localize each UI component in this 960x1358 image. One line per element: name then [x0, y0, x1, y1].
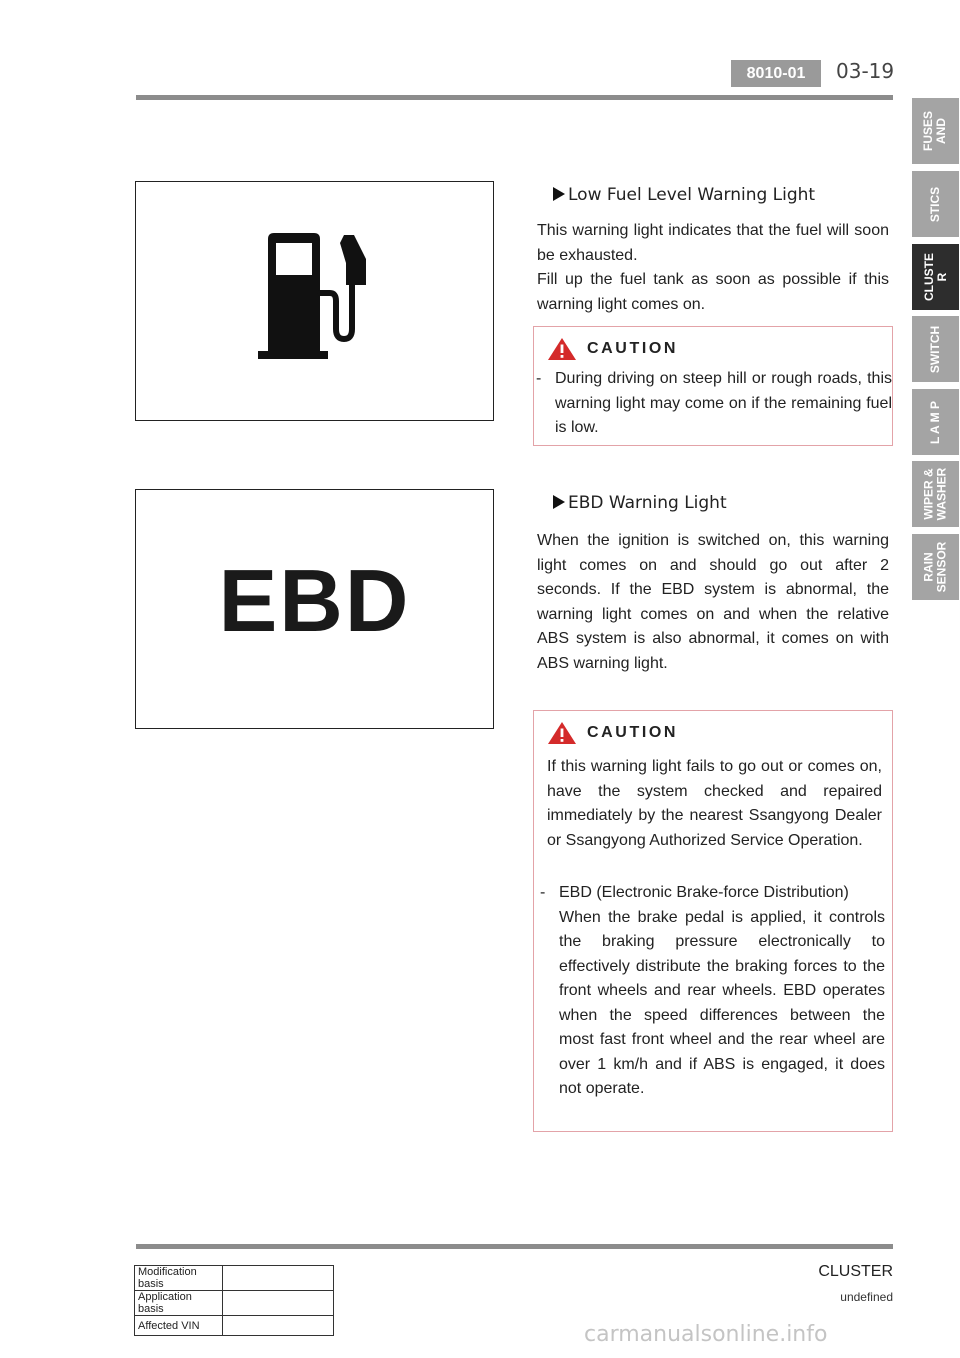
caution-bullet	[536, 367, 892, 441]
page-number: 03-19	[836, 59, 895, 83]
caution-box-low-fuel	[533, 326, 893, 446]
footer-section-title: CLUSTER	[818, 1263, 893, 1280]
table-key: Application basis	[135, 1291, 223, 1316]
side-tab-fuses[interactable]	[912, 98, 959, 164]
section-heading-ebd	[553, 493, 727, 513]
caution-bullet-body: When the brake pedal is applied, it controls the braking pressure electronically to effectively distribute the braking forces to the front wheels and rear wheels. EBD operates when the speed differences between the most fast front wheel and the rear wheel are over 1 km/h and if ABS is engaged, it does not operate.	[559, 908, 885, 1097]
side-tab-wiper-washer[interactable]	[912, 461, 959, 527]
caution-header	[547, 721, 678, 745]
table-row	[135, 1266, 334, 1291]
ebd-symbol-text: EBD	[218, 551, 411, 650]
low-fuel-instruction: Fill up the fuel tank as soon as possible if this warning light comes on.	[537, 271, 889, 313]
caution-box-ebd	[533, 710, 893, 1132]
section-heading-text: EBD Warning Light	[568, 493, 727, 513]
triangle-bullet-icon	[553, 495, 565, 509]
header-divider	[136, 95, 893, 100]
caution-bullet-title: EBD (Electronic Brake-force Distribution)	[559, 884, 849, 901]
warning-triangle-icon	[547, 337, 577, 361]
table-key: Affected VIN	[135, 1316, 223, 1336]
side-tab-lamp[interactable]	[912, 389, 959, 455]
warning-triangle-icon	[547, 721, 577, 745]
table-key: Modification basis	[135, 1266, 223, 1291]
caution-bullet-text: During driving on steep hill or rough roads, this warning light may come on if the remaining fuel is low.	[555, 370, 892, 436]
table-value	[223, 1266, 334, 1291]
side-tab-label: CLUSTE R	[921, 253, 949, 301]
side-tab-cluster[interactable]	[912, 244, 959, 310]
low-fuel-description: This warning light indicates that the fuel will soon be exhausted.	[537, 222, 889, 264]
side-tab-rain-sensor[interactable]	[912, 534, 959, 600]
side-tab-switch[interactable]	[912, 316, 959, 382]
caution-bullet	[540, 881, 885, 1102]
side-tab-diagnostics[interactable]	[912, 171, 959, 237]
side-tab-label: STICS	[928, 186, 942, 222]
ebd-description: When the ignition is switched on, this warning light comes on and should go out after 2 seconds. If the EBD system is abnormal, the warning light comes on and when the relative ABS system is also abnormal, it comes on with ABS warning light.	[537, 532, 889, 672]
caution-label: CAUTION	[587, 724, 679, 741]
side-tab-label: L A M P	[927, 400, 942, 444]
fuel-warning-figure	[135, 181, 494, 421]
table-row	[135, 1291, 334, 1316]
triangle-bullet-icon	[553, 187, 565, 201]
document-code-badge: 8010-01	[731, 60, 821, 87]
caution-label: CAUTION	[587, 340, 679, 357]
table-value	[223, 1291, 334, 1316]
fuel-pump-icon	[254, 229, 384, 364]
table-row	[135, 1316, 334, 1336]
modification-info-table	[134, 1265, 334, 1336]
side-tab-label: RAIN SENSOR	[921, 541, 949, 593]
footer-subtitle: undefined	[840, 1290, 893, 1304]
side-tab-label: WIPER & WASHER	[921, 467, 949, 521]
section-heading-text: Low Fuel Level Warning Light	[568, 185, 816, 205]
table-value	[223, 1316, 334, 1336]
caution-header	[547, 337, 678, 361]
caution-text: If this warning light fails to go out or comes on, have the system checked and repaired immediately by the nearest Ssangyong Dealer or Ssangyong Authorized Service Operation.	[547, 758, 882, 849]
ebd-warning-figure	[135, 489, 494, 729]
side-tab-label: SWITCH	[928, 325, 943, 373]
site-watermark: carmanualsonline.info	[584, 1322, 828, 1347]
bullet-dash: -	[536, 370, 542, 387]
side-tab-label: FUSES AND	[921, 110, 949, 152]
section-heading-low-fuel	[553, 185, 815, 205]
footer-divider	[136, 1244, 893, 1249]
bullet-dash: -	[540, 884, 546, 901]
